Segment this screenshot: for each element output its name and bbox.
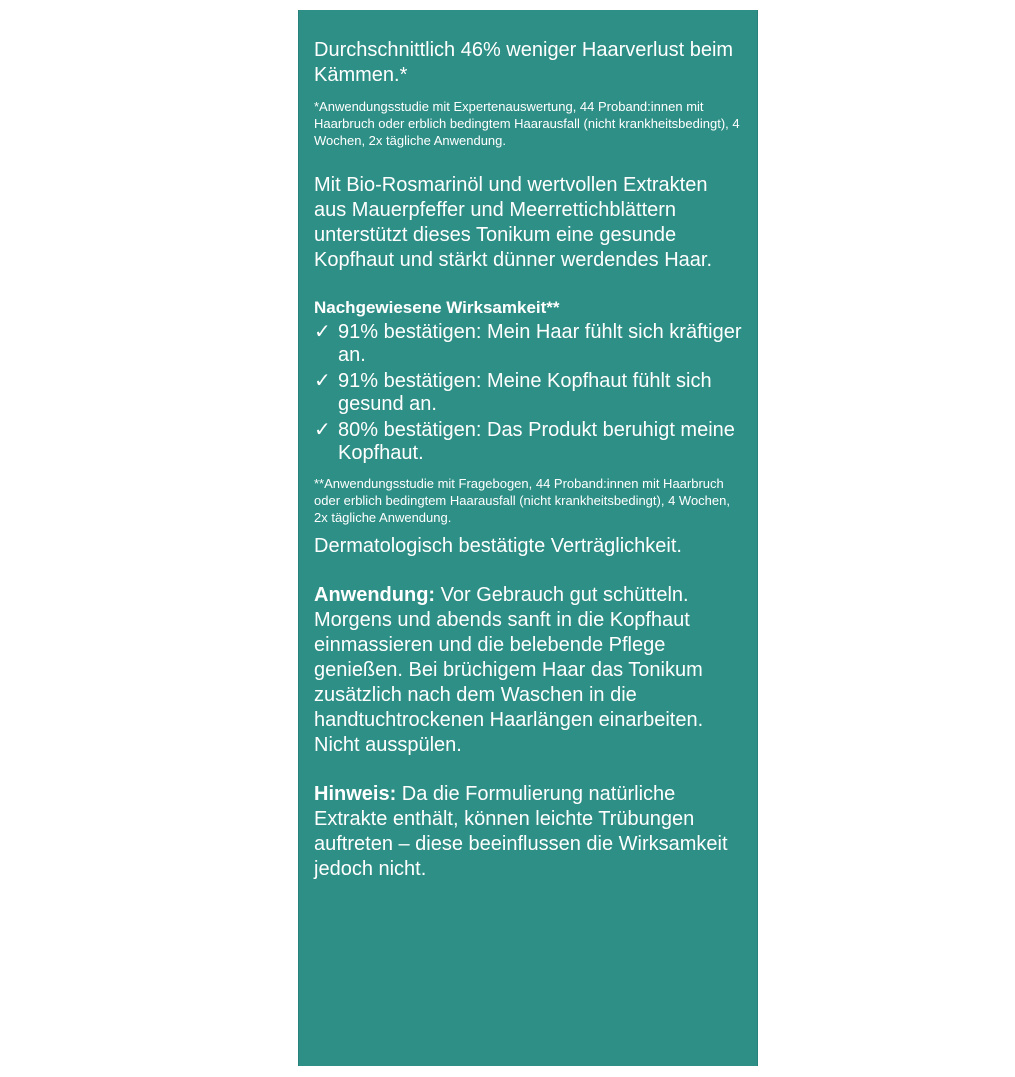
efficacy-item-text: 80% bestätigen: Das Produkt beruhigt meine Kopfhaut. (338, 419, 735, 464)
check-icon: ✓ (314, 321, 331, 343)
headline-claim: Durchschnittlich 46% weniger Haarverlust beim Kämmen.* (314, 39, 734, 86)
note-section (314, 782, 742, 882)
efficacy-item-text: 91% bestätigen: Meine Kopfhaut fühlt sich gesund an. (338, 370, 712, 415)
usage-section (314, 583, 742, 758)
efficacy-item-text: 91% bestätigen: Mein Haar fühlt sich kräftiger an. (338, 321, 742, 366)
note-text: Da die Formulierung natürliche Extrakte enthält, können leichte Trübungen auftreten – diese beeinflussen die Wirksamkeit jedoch nicht. (314, 783, 728, 880)
usage-label: Anwendung: (314, 584, 436, 606)
check-icon: ✓ (314, 419, 331, 441)
note-label: Hinweis: (314, 783, 397, 805)
list-item (314, 419, 742, 465)
check-icon: ✓ (314, 370, 331, 392)
footnote-study-2: **Anwendungsstudie mit Fragebogen, 44 Proband:innen mit Haarbruch oder erblich bedingtem Haarausfall (nicht krankheitsbedingt), 4 Wochen, 2x tägliche Anwendung. (314, 476, 730, 525)
product-info-panel (298, 10, 758, 1066)
footnote-study-1: *Anwendungsstudie mit Expertenauswertung, 44 Proband:innen mit Haarbruch oder erblich bedingtem Haarausfall (nicht krankheitsbedingt), 4 Wochen, 2x tägliche Anwendung. (314, 99, 740, 148)
dermatology-claim: Dermatologisch bestätigte Verträglichkeit. (314, 535, 682, 557)
list-item (314, 321, 742, 367)
usage-text: Vor Gebrauch gut schütteln. Morgens und abends sanft in die Kopfhaut einmassieren und die belebende Pflege genießen. Bei brüchigem Haar das Tonikum zusätzlich nach dem Waschen in die handtuchtrockenen Haarlängen einarbeiten. Nicht ausspülen. (314, 584, 704, 756)
efficacy-heading: Nachgewiesene Wirksamkeit** (314, 298, 560, 317)
efficacy-list (314, 321, 742, 465)
intro-text: Mit Bio-Rosmarinöl und wertvollen Extrakten aus Mauerpfeffer und Meerrettichblättern unterstützt dieses Tonikum eine gesunde Kopfhaut und stärkt dünner werdendes Haar. (314, 174, 713, 271)
list-item (314, 370, 742, 416)
